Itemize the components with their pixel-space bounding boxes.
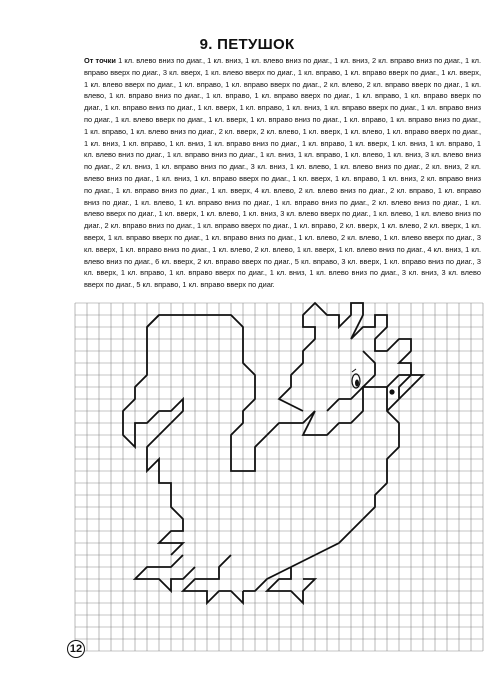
grid-lines <box>75 303 483 651</box>
rooster-figure <box>123 303 423 603</box>
rooster-eye <box>352 369 360 388</box>
instruction-start-label: От точки <box>84 56 116 65</box>
page-number-badge: 12 <box>67 640 85 658</box>
page-title: 9. ПЕТУШОК <box>199 36 295 53</box>
start-point <box>389 389 394 394</box>
instruction-steps: 1 кл. влево вниз по диаг., 1 кл. вниз, 1 кл. влево вниз по диаг., 1 кл. вниз, 2 кл. вправо вниз по диаг., 1 кл. вправо вверх по диаг., 3 кл. вверх, 1 кл. влево вверх по диаг., 1 кл. вправо, 1 кл. вправо вверх по диаг., 1 кл. вверх, 1 кл. влево вверх по диаг., 1 кл. вправо, 1 кл. вправо вверх по диаг., 2 кл. влево, 2 кл. вправо вверх по диаг., 1 кл. влево, 1 кл. вправо вниз по диаг., 1 кл. вправо, 1 кл. вправо вверх по диаг., 1 кл. вправо, 1 кл. вправо вверх по диаг., 1 кл. вправо вниз по диаг., 1 кл. вверх, 1 кл. вправо, 1 кл. вниз, 1 кл. вправо вверх по диаг., 1 кл. вправо вниз по диаг., 1 кл. влево вверх по диаг., 1 кл. вверх, 1 кл. вправо вниз по диаг., 1 кл. вправо, 1 кл. вправо вниз по диаг., 1 кл. вправо, 1 кл. влево вниз по диаг., 2 кл. вверх, 2 кл. влево, 1 кл. вверх, 1 кл. влево, 1 кл. вправо вверх по диаг., 1 кл. вниз, 1 кл. вправо, 1 кл. вниз, 1 кл. вправо вниз по диаг., 1 кл. вправо, 1 кл. вверх, 1 кл. вниз, 1 кл. вправо, 1 кл. влево вниз по диаг., 1 кл. вправо вниз по диаг., 1 кл. вниз, 1 кл. вправо, 1 кл. влево, 1 кл. вниз, 3 кл. влево вниз по диаг., 2 кл. вниз, 1 кл. вправо вниз по диаг., 3 кл. вниз, 1 кл. влево, 1 кл. влево вниз по диаг., 2 кл. вниз, 2 кл. влево вниз по диаг., 1 кл. вниз, 1 кл. вправо вверх по диаг., 1 кл. вверх, 1 кл. вправо, 1 кл. вниз, 2 кл. вправо вниз по диаг., 1 кл. вправо вниз по диаг., 1 кл. вверх, 4 кл. влево, 2 кл. влево вниз по диаг., 2 кл. вправо, 1 кл. вправо вниз по диаг., 1 кл. влево, 1 кл. вправо вниз по диаг., 1 кл. вправо вниз по диаг., 2 кл. влево вниз по диаг., 1 кл. влево вверх по диаг., 1 кл. вверх, 1 кл. влево, 1 кл. вниз, 3 кл. влево вверх по диаг., 1 кл. влево, 1 кл. влево вниз по диаг., 2 кл. вправо вниз по диаг., 1 кл. вправо вверх по диаг., 1 кл. вправо, 2 кл. вверх, 1 кл. влево, 2 кл. вверх, 1 кл. вверх, 1 кл. вправо вверх по диаг., 1 кл. вправо вниз по диаг., 1 кл. влево, 2 кл. влево, 1 кл. влево вверх по диаг., 3 кл. вверх, 1 кл. вправо вниз по диаг., 1 кл. влево, 2 кл. влево, 1 кл. вверх, 1 кл. влево вниз по диаг., 4 кл. вниз, 1 кл. влево вниз по диаг., 6 кл. вверх, 2 кл. вправо вверх по диаг., 5 кл. вправо, 3 кл. вверх, 1 кл. вправо вниз по диаг., 3 кл. вверх, 1 кл. вправо, 1 кл. вправо вверх по диаг., 1 кл. вниз, 1 кл. влево вниз по диаг., 3 кл. вниз, 3 кл. влево вверх по диаг., 5 кл. вправо, 1 кл. вправо вверх по диаг. <box>84 56 481 290</box>
